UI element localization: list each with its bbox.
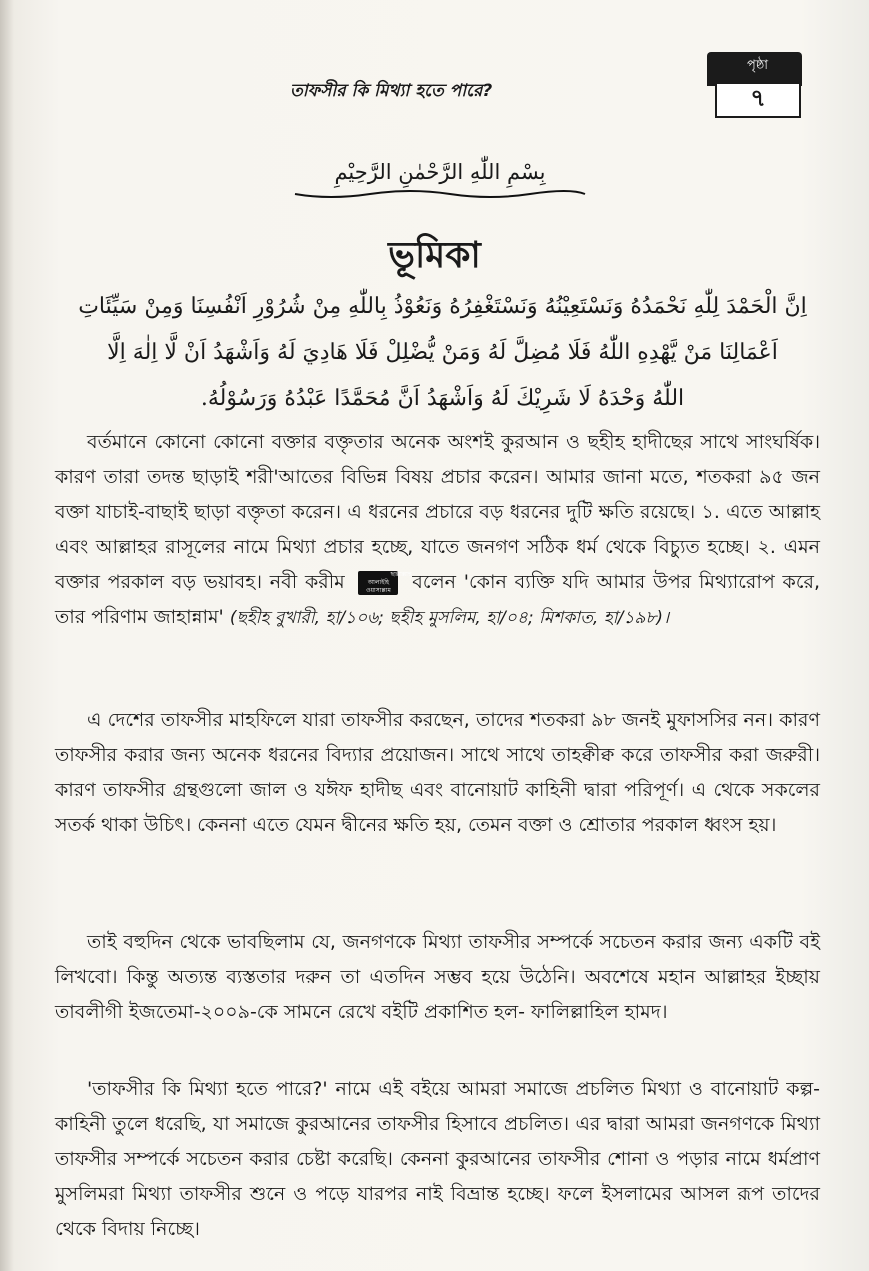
arabic-line: اللّٰهُ وَحْدَهُ لَا شَرِيْكَ لَهُ وَاَشْهَدُ اَنَّ مُحَمَّدًا عَبْدُهُ وَرَسُوْلُهُ.	[200, 386, 685, 411]
bismillah-flourish	[290, 188, 590, 200]
arabic-line: اِنَّ الْحَمْدَ لِلّٰهِ نَحْمَدُهُ وَنَسْتَعِيْنُهُ وَنَسْتَغْفِرُهُ وَنَعُوْذُ بِاللّٰهِ مِنْ شُرُوْرِ اَنْفُسِنَا وَمِنْ سَيِّئَاتِ	[78, 294, 807, 319]
arabic-khutbah	[30, 284, 855, 422]
salawat-ligature: ছাল্লাল্লাহু আলাইহি ওয়াসাল্লাম	[358, 571, 398, 595]
page-label: পৃষ্ঠা	[747, 58, 769, 73]
arabic-line: اَعْمَالِنَا مَنْ يَّهْدِهِ اللّٰهُ فَلَا مُضِلَّ لَهُ وَمَنْ يُّضْلِلْ فَلَا هَادِيَ لَهُ وَاَشْهَدُ اَنْ لَّا اِلٰهَ اِلَّا	[107, 340, 778, 365]
paragraph-1	[55, 425, 820, 636]
paragraph-3: তাই বহুদিন থেকে ভাবছিলাম যে, জনগণকে মিথ্যা তাফসীর সম্পর্কে সচেতন করার জন্য একটি বই লিখবো। কিন্তু অত্যন্ত ব্যস্ততার দরুন তা এতদিন সম্ভব হয়ে উঠেনি। অবশেষে মহান আল্লাহর ইচ্ছায় তাবলীগী ইজতেমা-২০০৯-কে সামনে রেখে বইটি প্রকাশিত হল- ফালিল্লাহিল হামদ।	[55, 931, 820, 1023]
page-title: ভূমিকা	[388, 235, 481, 276]
hadith-reference: (ছহীহ বুখারী, হা/১০৬; ছহীহ মুসলিম, হা/০৪; মিশকাত, হা/১৯৮)।	[229, 608, 670, 628]
paragraph-1-quote: বলেন 'কোন ব্যক্তি যদি আমার উপর মিথ্যারোপ করে, তার পরিণাম জাহান্নাম'	[55, 571, 820, 628]
paragraph-4: 'তাফসীর কি মিথ্যা হতে পারে?' নামে এই বইয়ে আমরা সমাজে প্রচলিত মিথ্যা ও বানোয়াট কল্প-কাহিনী তুলে ধরেছি, যা সমাজে কুরআনের তাফসীর হিসাবে প্রচলিত। এর দ্বারা আমরা জনগণকে মিথ্যা তাফসীর সম্পর্কে সচেতন করার চেষ্টা করেছি। কেননা কুরআনের তাফসীর শোনা ও পড়ার নামে ধর্মপ্রাণ মুসলিমরা মিথ্যা তাফসীর শুনে ও পড়ে যারপর নাই বিভ্রান্ত হচ্ছে। ফলে ইসলামের আসল রূপ তাদের থেকে বিদায় নিচ্ছে।	[55, 1078, 820, 1240]
paragraph-2: এ দেশের তাফসীর মাহফিলে যারা তাফসীর করছেন, তাদের শতকরা ৯৮ জনই মুফাসসির নন। কারণ তাফসীর করার জন্য অনেক ধরনের বিদ্যার প্রয়োজন। সাথে সাথে তাহক্বীক্ব করে তাফসীর করা জরুরী। কারণ তাফসীর গ্রন্থগুলো জাল ও যঈফ হাদীছ এবং বানোয়াট কাহিনী দ্বারা পরিপূর্ণ। এ থেকে সকলের সতর্ক থাকা উচিৎ। কেননা এতে যেমন দ্বীনের ক্ষতি হয়, তেমন বক্তা ও শ্রোতার পরকাল ধ্বংস হয়।	[55, 709, 820, 836]
page-number: ৭	[715, 82, 801, 118]
page-spine-shadow	[0, 0, 14, 1271]
bismillah-calligraphy: بِسْمِ اللّٰهِ الرَّحْمٰنِ الرَّحِيْمِ	[334, 160, 546, 184]
paragraph-1-text: বর্তমানে কোনো কোনো বক্তার বক্তৃতার অনেক অংশই কুরআন ও ছহীহ হাদীছের সাথে সাংঘর্ষিক। কারণ তারা তদন্ত ছাড়াই শরী'আতের বিভিন্ন বিষয় প্রচার করেন। আমার জানা মতে, শতকরা ৯৫ জন বক্তা যাচাই-বাছাই ছাড়া বক্তৃতা করেন। এ ধরনের প্রচারে বড় ধরনের দুটি ক্ষতি রয়েছে। ১. এতে আল্লাহ এবং আল্লাহর রাসূলের নামে মিথ্যা প্রচার হচ্ছে, যাতে জনগণ সঠিক ধর্ম থেকে বিচ্যুত হচ্ছে। ২. এমন বক্তার পরকাল বড় ভয়াবহ। নবী করীম	[55, 431, 820, 593]
running-title: তাফসীর কি মিথ্যা হতে পারে?	[290, 81, 493, 101]
